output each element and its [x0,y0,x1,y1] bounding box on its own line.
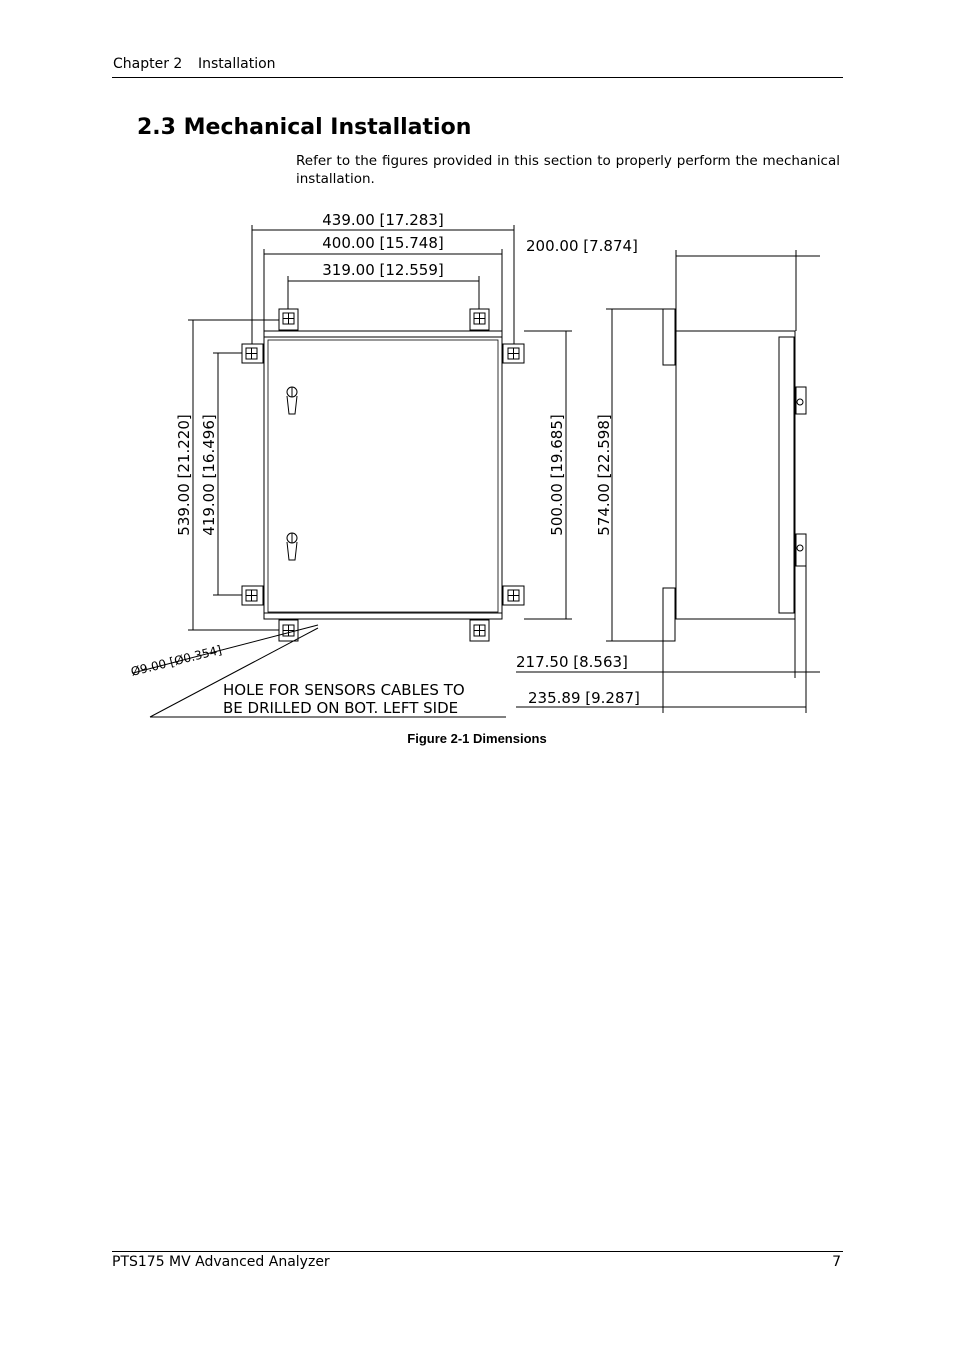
figure-caption: Figure 2-1 Dimensions [407,731,547,746]
front-enclosure-body [264,331,502,619]
mounting-tab-right-top [503,344,524,363]
dim-height-574: 574.00 [22.598] [595,414,613,536]
side-enclosure-body [676,331,795,619]
dim-height-419: 419.00 [16.496] [200,414,218,536]
note-line-2: BE DRILLED ON BOT. LEFT SIDE [223,699,459,717]
dim-height-500: 500.00 [19.685] [548,414,566,536]
header-section: Installation [198,56,276,72]
dim-depth-200: 200.00 [7.874] [526,237,638,255]
mounting-tab-left-bottom [242,586,263,605]
door-lock-bottom [287,533,297,560]
intro-paragraph: Refer to the figures provided in this section to properly perform the mechanical installation. [296,153,840,187]
dim-depth-217: 217.50 [8.563] [516,653,628,671]
dim-height-539: 539.00 [21.220] [175,414,193,536]
mounting-tab-top-right [470,309,489,330]
mounting-tab-left-top [242,344,263,363]
page-number: 7 [832,1254,841,1270]
dim-depth-235: 235.89 [9.287] [528,689,640,707]
note-line-1: HOLE FOR SENSORS CABLES TO [223,681,465,699]
dim-width-319: 319.00 [12.559] [322,261,444,279]
dim-hole-diameter: Ø9.00 [Ø0.354] [129,642,224,679]
mounting-tab-top-left [279,309,298,330]
section-title: 2.3 Mechanical Installation [137,115,472,140]
dim-width-439: 439.00 [17.283] [322,211,444,229]
door-lock-top [287,387,297,414]
page-footer [112,1251,843,1274]
mounting-tab-bottom-right [470,620,489,641]
footer-product: PTS175 MV Advanced Analyzer [112,1254,330,1270]
dim-width-400: 400.00 [15.748] [322,234,444,252]
header-chapter: Chapter 2 [113,56,183,72]
mounting-tab-right-bottom [503,586,524,605]
